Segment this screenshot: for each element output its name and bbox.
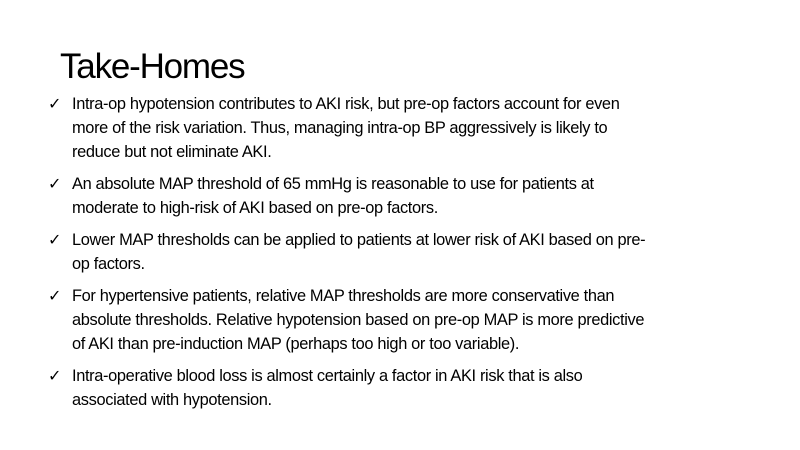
bullet-item — [48, 92, 768, 164]
bullet-text-line: Lower MAP thresholds can be applied to patients at lower risk of AKI based on pre- — [72, 231, 646, 249]
check-icon: ✓ — [48, 230, 62, 249]
bullet-text-line: of AKI than pre-induction MAP (perhaps too high or too variable). — [72, 335, 520, 353]
bullet-text-line: Intra-operative blood loss is almost certainly a factor in AKI risk that is also — [72, 367, 583, 385]
bullet-text-line: associated with hypotension. — [72, 391, 272, 409]
bullet-text-line: An absolute MAP threshold of 65 mmHg is reasonable to use for patients at — [72, 175, 594, 193]
check-icon: ✓ — [48, 366, 62, 385]
slide-title: Take-Homes — [60, 47, 245, 86]
bullet-text-line: reduce but not eliminate AKI. — [72, 143, 272, 161]
bullet-text-line: op factors. — [72, 255, 145, 273]
bullet-item — [48, 228, 768, 276]
bullet-text-line: moderate to high-risk of AKI based on pre-op factors. — [72, 199, 438, 217]
check-icon: ✓ — [48, 286, 62, 305]
bullet-text-line: absolute thresholds. Relative hypotension based on pre-op MAP is more predictive — [72, 311, 645, 329]
bullet-item — [48, 172, 768, 220]
bullet-text-line: Intra-op hypotension contributes to AKI risk, but pre-op factors account for even — [72, 95, 620, 113]
check-icon: ✓ — [48, 94, 62, 113]
bullet-item — [48, 284, 768, 356]
bullet-text-line: more of the risk variation. Thus, managing intra-op BP aggressively is likely to — [72, 119, 608, 137]
check-icon: ✓ — [48, 174, 62, 193]
bullet-text-line: For hypertensive patients, relative MAP thresholds are more conservative than — [72, 287, 615, 305]
take-homes-list — [48, 92, 768, 420]
bullet-item — [48, 364, 768, 412]
